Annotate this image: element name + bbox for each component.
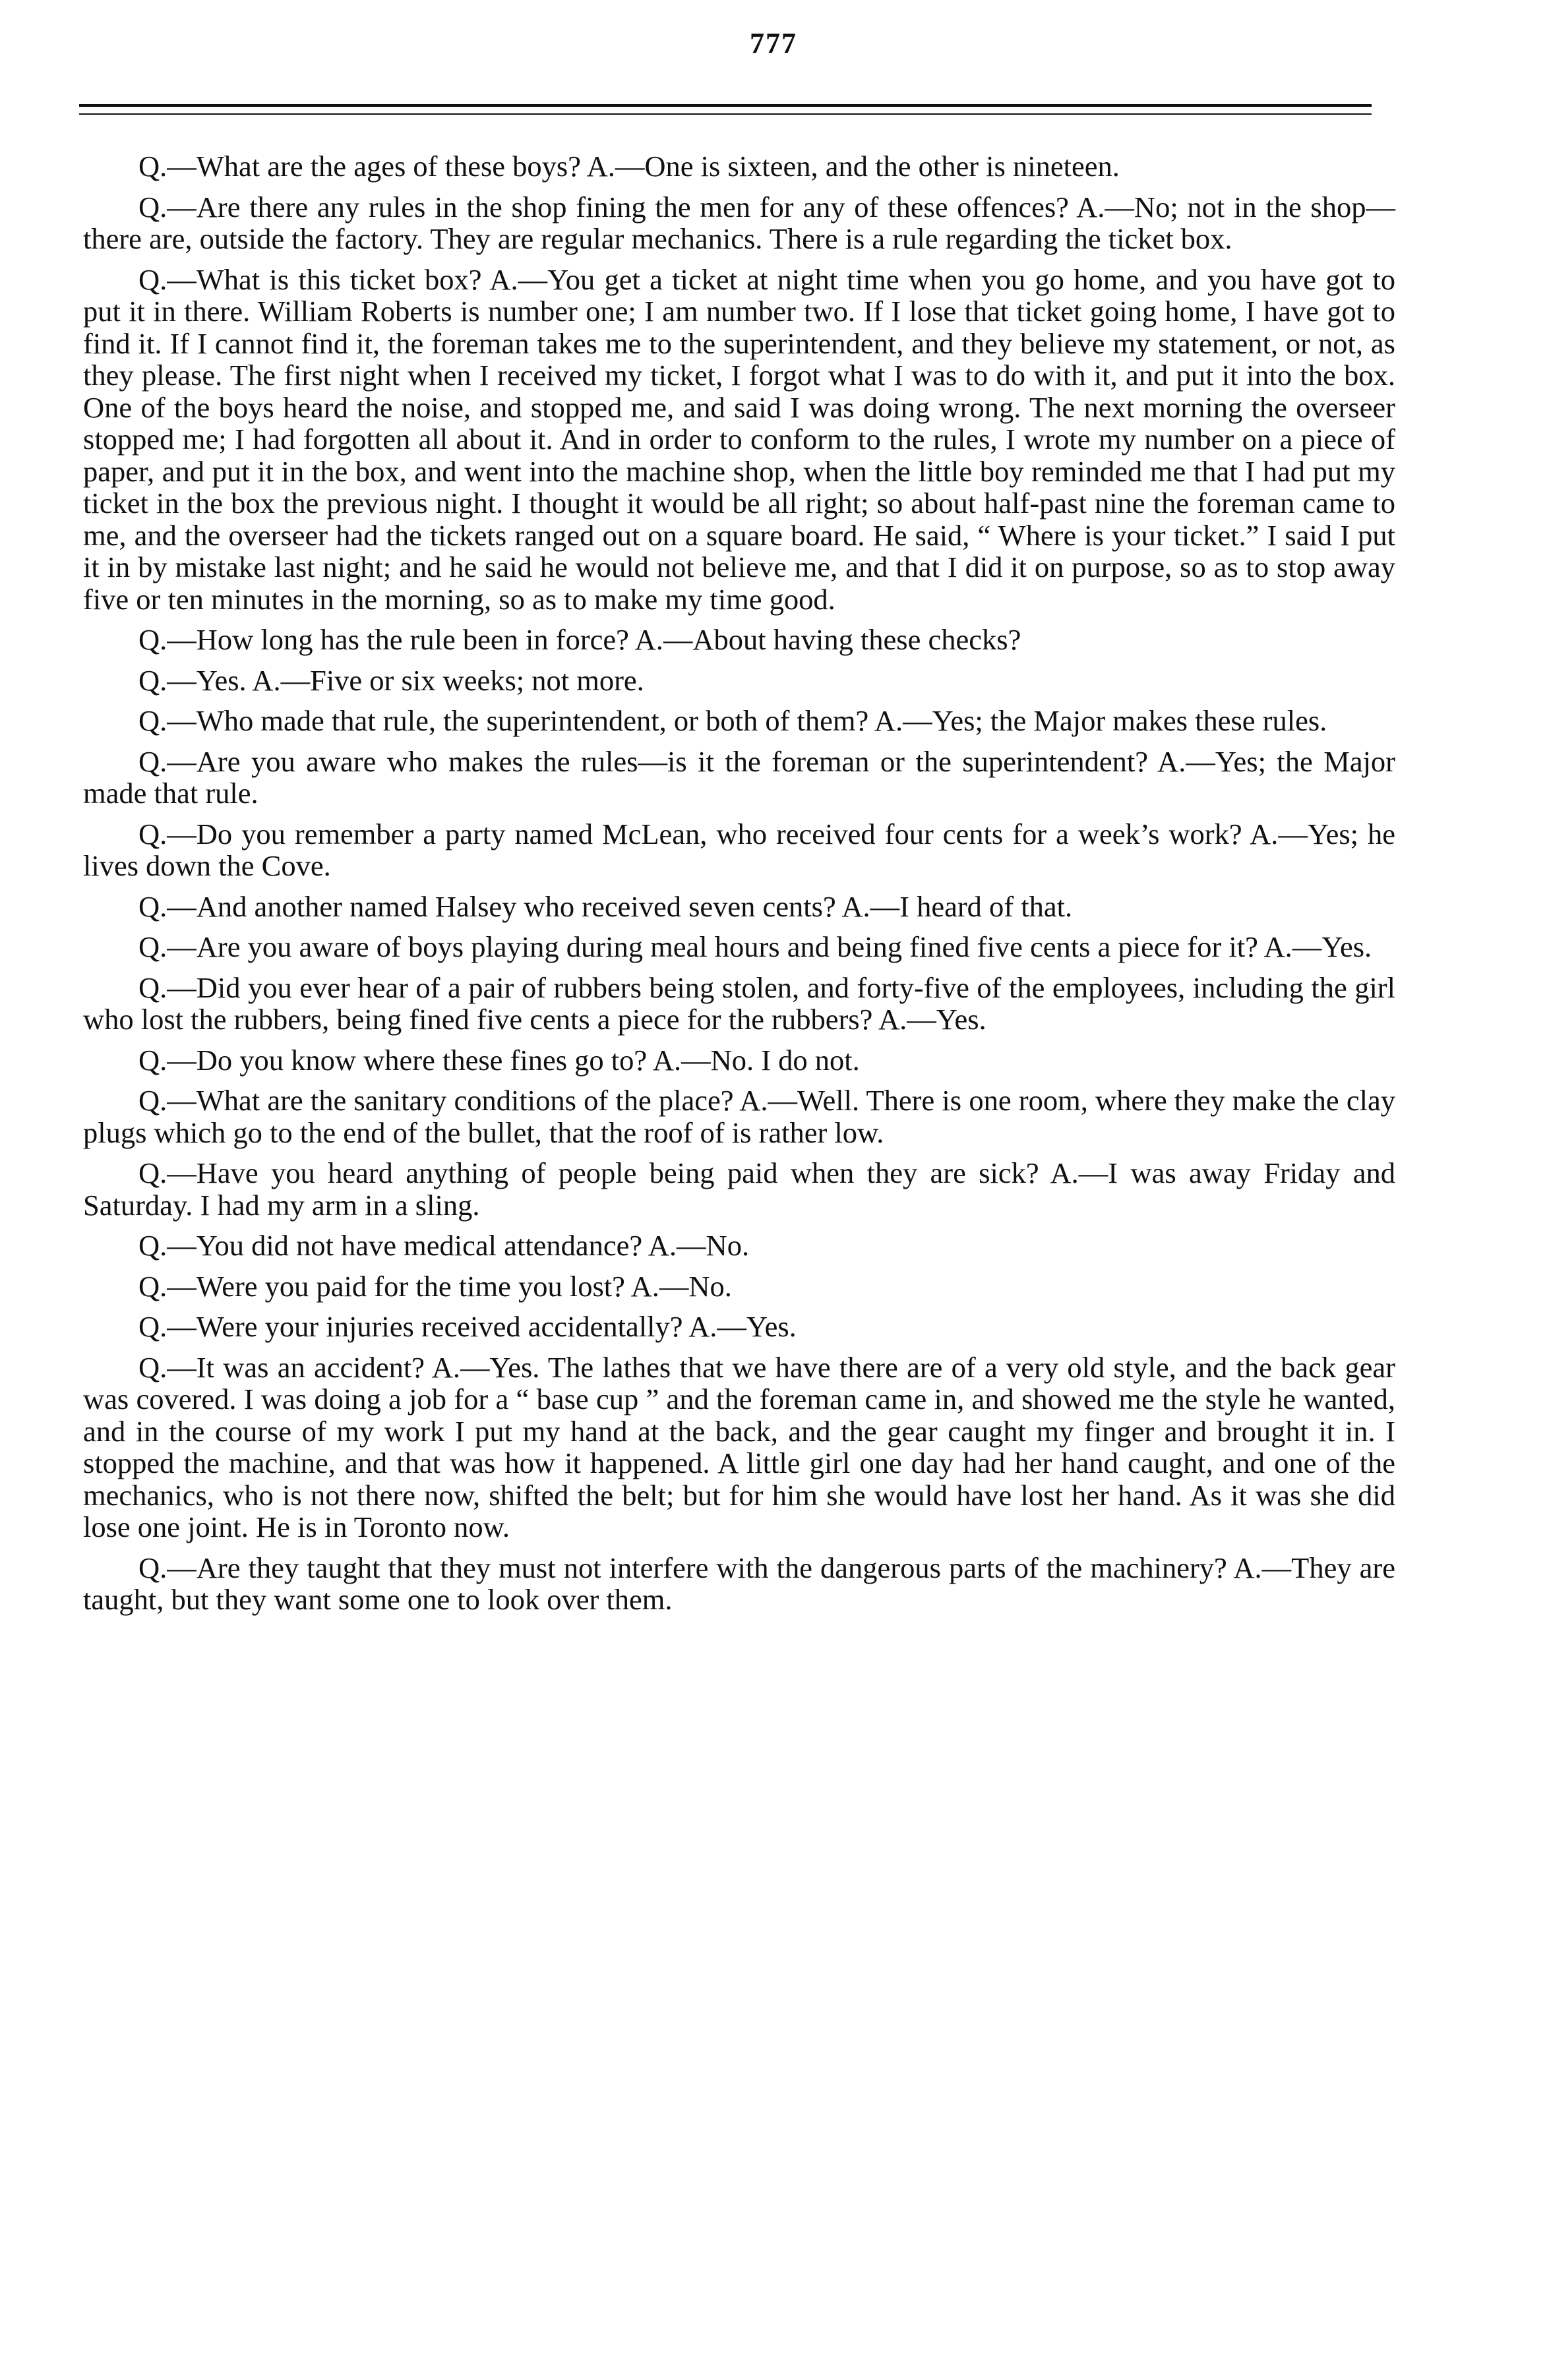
testimony-paragraph: Q.—What is this ticket box? A.—You get a ticket at night time when you go home, and you have got to put it in there. William Roberts is number one; I am number two. If I lose that ticket going home, I have got to find it. If I cannot find it, the foreman takes me to the superintendent, and they believe my statement, or not, as they please. The first night when I received my ticket, I forgot what I was to do with it, and put it into the box. One of the boys heard the noise, and stopped me, and said I was doing wrong. The next morning the overseer stopped me; I had forgotten all about it. And in order to conform to the rules, I wrote my number on a piece of paper, and put it in the box, and went into the machine shop, when the little boy reminded me that I had put my ticket in the box the previous night. I thought it would be all right; so about half-past nine the foreman came to me, and the overseer had the tickets ranged out on a square board. He said, “ Where is your ticket.” I said I put it in by mistake last night; and he said he would not believe me, and that I did it on purpose, so as to stop away five or ten minutes in the morning, so as to make my time good. xyxy=(83,262,1395,616)
testimony-paragraph: Q.—How long has the rule been in force? A.—About having these checks? xyxy=(138,623,1021,656)
testimony-paragraph: Q.—Are you aware of boys playing during meal hours and being fined five cents a piece for it? A.—Yes. xyxy=(138,930,1372,963)
testimony-paragraph: Q.—Have you heard anything of people being paid when they are sick? A.—I was away Friday and Saturday. I had my arm in a sling. xyxy=(83,1156,1395,1222)
testimony-paragraph: Q.—Who made that rule, the superintendent, or both of them? A.—Yes; the Major makes these rules. xyxy=(138,704,1327,737)
testimony-paragraph: Q.—Are they taught that they must not interfere with the dangerous parts of the machinery? A.—They are taught, but they want some one to look over them. xyxy=(83,1551,1395,1616)
testimony-paragraph: Q.—Do you remember a party named McLean, who received four cents for a week’s work? A.—Yes; he lives down the Cove. xyxy=(83,817,1395,882)
testimony-paragraph: Q.—Are there any rules in the shop fining the men for any of these offences? A.—No; not in the shop—there are, outside the factory. They are regular mechanics. There is a rule regarding the ticket box. xyxy=(83,190,1395,255)
testimony-paragraph: Q.—Yes. A.—Five or six weeks; not more. xyxy=(138,663,644,697)
testimony-paragraph: Q.—Do you know where these fines go to? A.—No. I do not. xyxy=(138,1043,860,1077)
testimony-paragraph: Q.—What are the sanitary conditions of the place? A.—Well. There is one room, where they make the clay plugs which go to the end of the bullet, that the roof of is rather low. xyxy=(83,1084,1395,1149)
testimony-paragraph: Q.—Were your injuries received accidentally? A.—Yes. xyxy=(138,1310,797,1343)
header-rule-thin xyxy=(79,113,1372,115)
header-rule-thick xyxy=(79,104,1372,107)
testimony-paragraph: Q.—What are the ages of these boys? A.—One is sixteen, and the other is nineteen. xyxy=(138,150,1120,183)
testimony-paragraph: Q.—Were you paid for the time you lost? A.—No. xyxy=(138,1269,732,1303)
testimony-paragraph: Q.—You did not have medical attendance? A.—No. xyxy=(138,1229,750,1262)
testimony-paragraph: Q.—Are you aware who makes the rules—is it the foreman or the superintendent? A.—Yes; the Major made that rule. xyxy=(83,744,1395,810)
testimony-paragraph: Q.—And another named Halsey who received seven cents? A.—I heard of that. xyxy=(138,889,1073,923)
testimony-text xyxy=(83,150,1395,1624)
testimony-paragraph: Q.—It was an accident? A.—Yes. The lathes that we have there are of a very old style, and the back gear was covered. I was doing a job for a “ base cup ” and the foreman came in, and showed me the style he wanted, and in the course of my work I put my hand at the back, and the gear caught my finger and brought it in. I stopped the machine, and that was how it happened. A little girl one day had her hand caught, and one of the mechanics, who is not there now, shifted the belt; but for him she would have lost her hand. As it was she did lose one joint. He is in Toronto now. xyxy=(83,1350,1395,1543)
page-number: 777 xyxy=(750,27,797,59)
testimony-paragraph: Q.—Did you ever hear of a pair of rubbers being stolen, and forty-five of the employees, including the girl who lost the rubbers, being fined five cents a piece for the rubbers? A.—Yes. xyxy=(83,970,1395,1036)
